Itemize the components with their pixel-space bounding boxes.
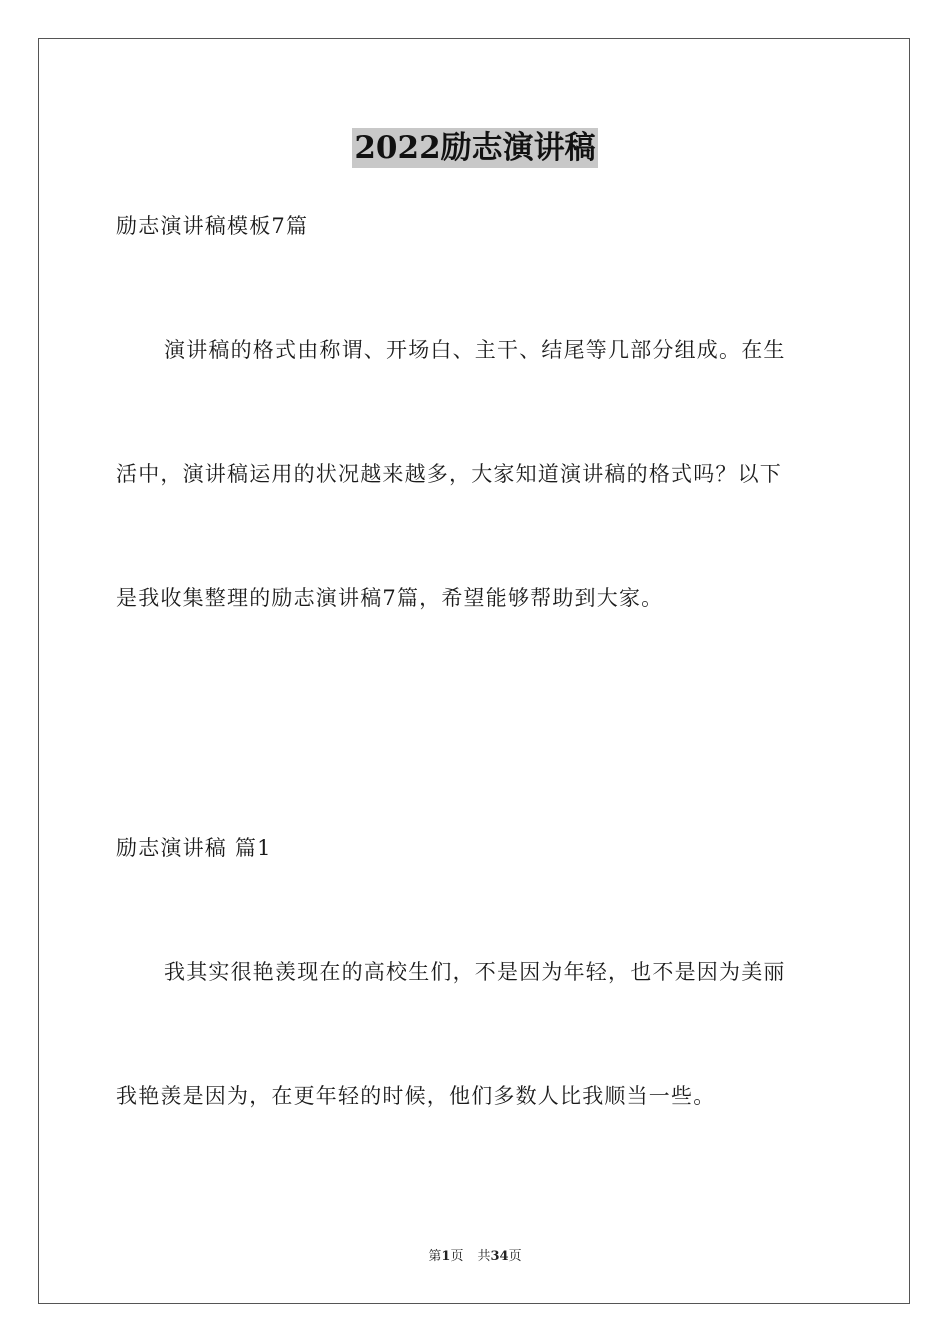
footer-total-pages: 34 — [490, 1249, 509, 1264]
intro-paragraph-line: 演讲稿的格式由称谓、开场白、主干、结尾等几部分组成。在生 — [164, 338, 786, 362]
footer-total-prefix: 共 — [477, 1249, 491, 1264]
footer-page-suffix: 页 — [450, 1249, 464, 1264]
section-paragraph-line: 我艳羡是因为，在更年轻的时候，他们多数人比我顺当一些。 — [116, 1084, 716, 1108]
intro-paragraph-line: 活中，演讲稿运用的状况越来越多，大家知道演讲稿的格式吗？以下 — [116, 462, 782, 486]
page-footer — [0, 1248, 950, 1266]
footer-page-number: 1 — [441, 1249, 451, 1264]
section-paragraph-line: 我其实很艳羡现在的高校生们，不是因为年轻，也不是因为美丽 — [164, 960, 786, 984]
document-subtitle: 励志演讲稿模板7篇 — [116, 214, 309, 238]
section-heading: 励志演讲稿 篇1 — [116, 836, 272, 860]
footer-total-suffix: 页 — [508, 1249, 522, 1264]
footer-page-prefix: 第 — [428, 1249, 442, 1264]
intro-paragraph-line: 是我收集整理的励志演讲稿7篇，希望能够帮助到大家。 — [116, 586, 664, 610]
title-wrap — [0, 128, 950, 168]
document-title: 2022励志演讲稿 — [354, 130, 596, 166]
